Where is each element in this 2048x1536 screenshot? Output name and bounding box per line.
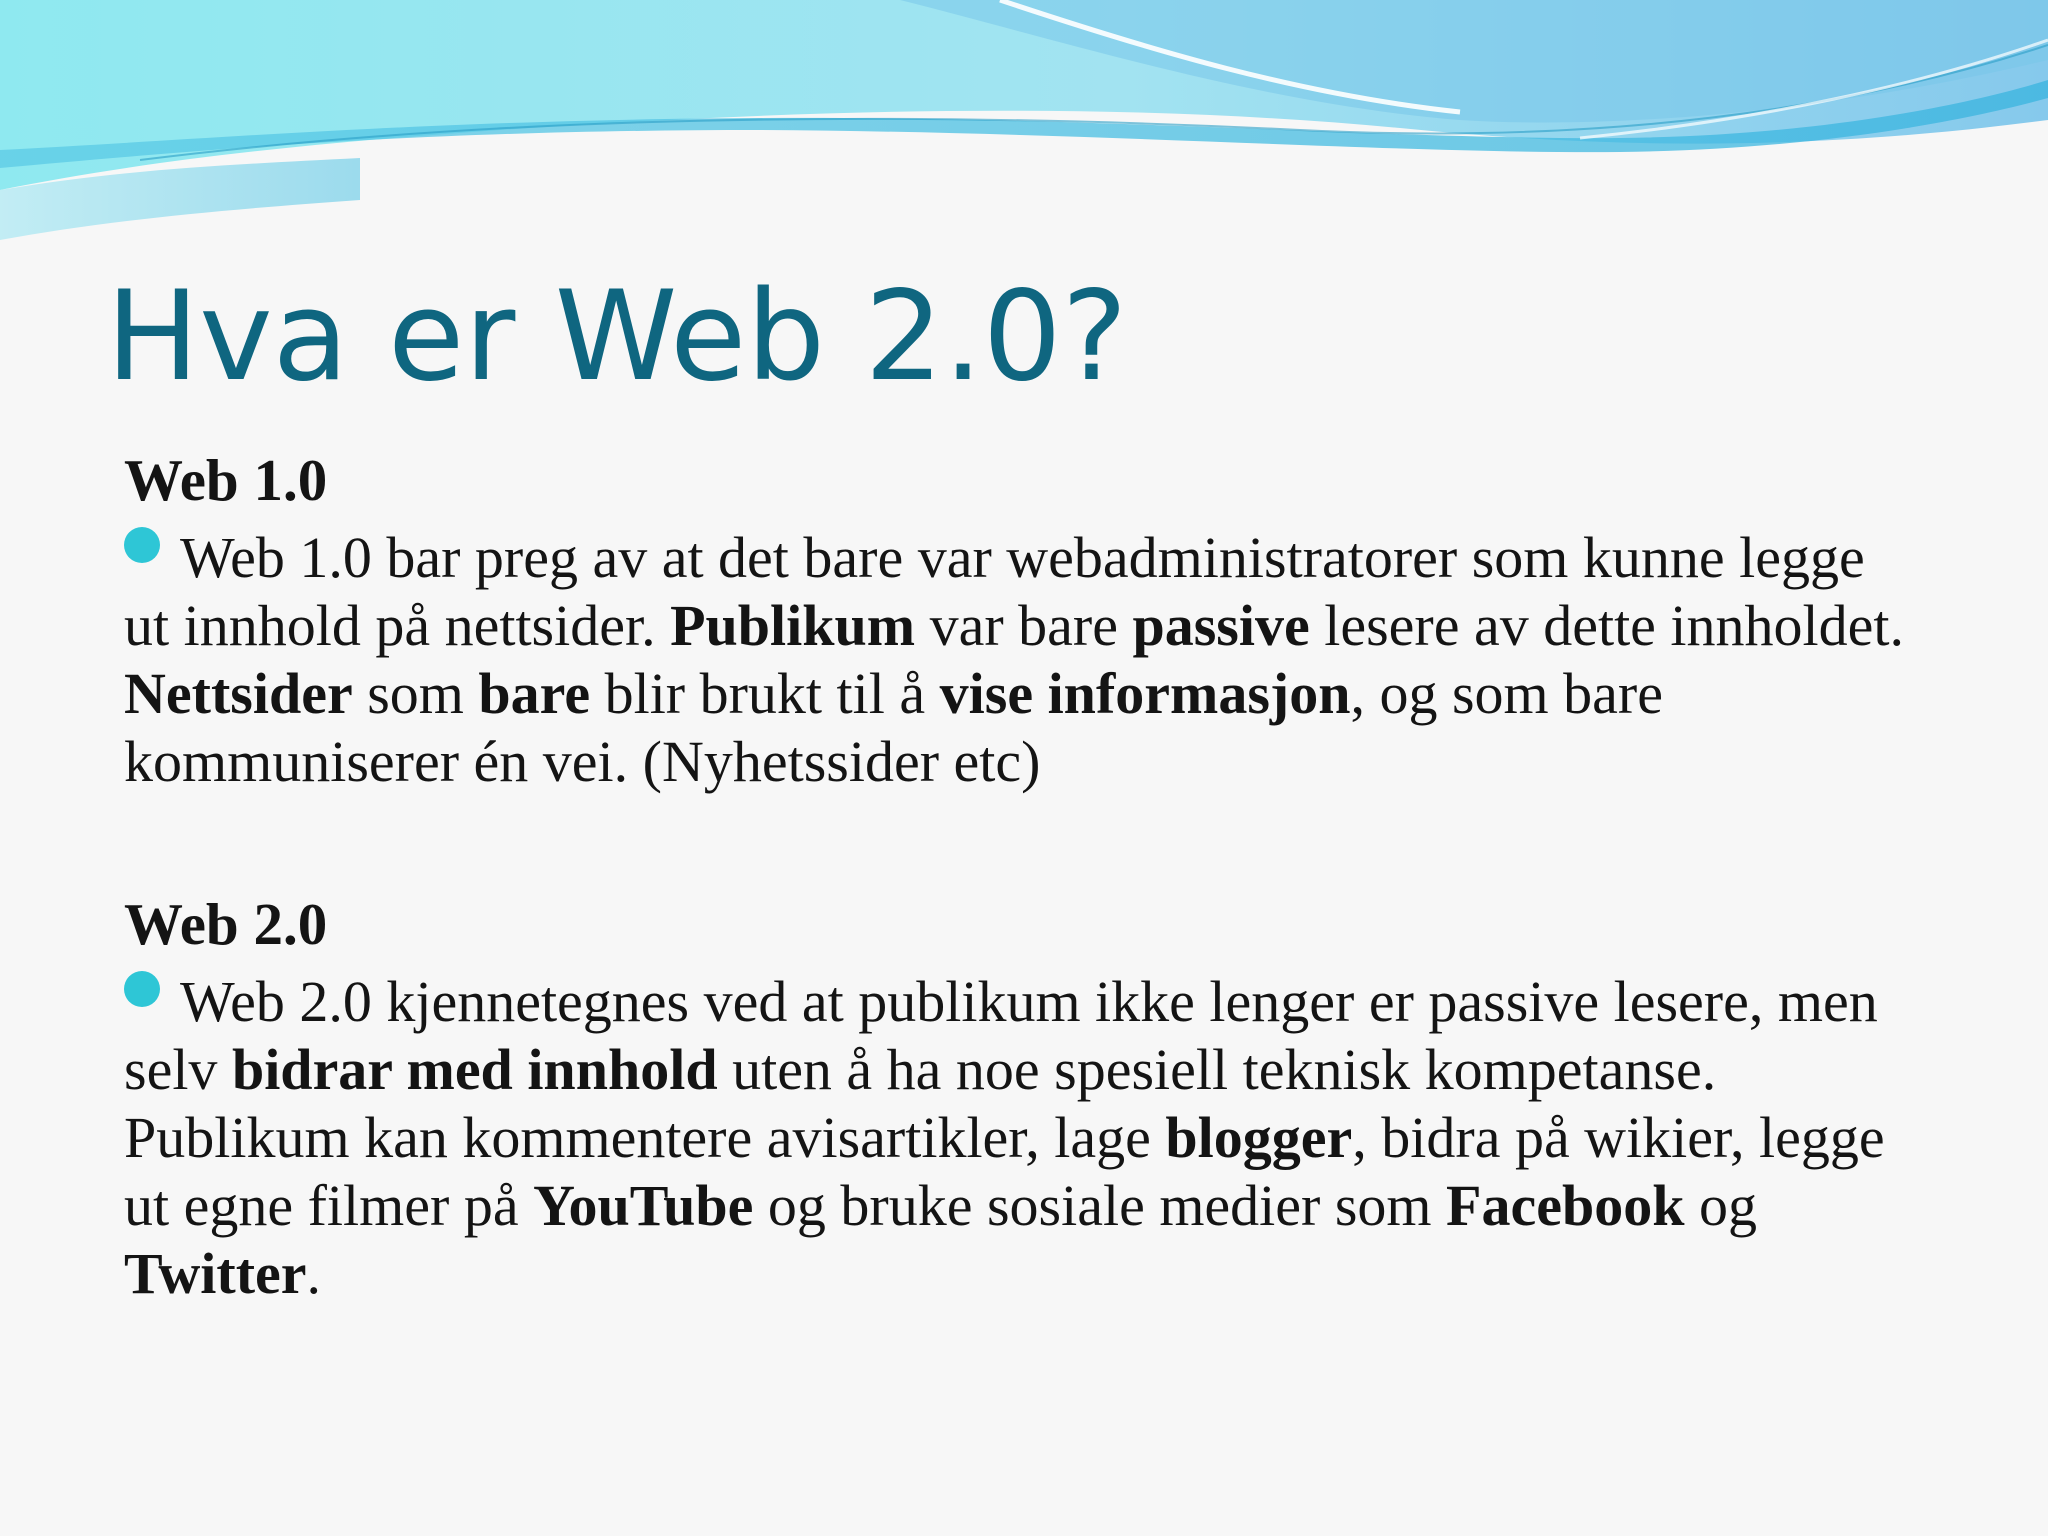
text-run: Web 2.0 kjennetegnes ved at publikum ikke lenger er passive lesere, men selv — [124, 969, 1878, 1102]
bullet-paragraph — [124, 524, 1924, 796]
bullet-text — [124, 969, 1885, 1306]
bold-text-run: YouTube — [533, 1173, 754, 1238]
bold-text-run: passive — [1132, 593, 1310, 658]
bold-text-run: blogger — [1165, 1105, 1353, 1170]
bold-text-run: vise informasjon — [939, 661, 1351, 726]
text-run: , og som bare kommuniserer én vei. (Nyhetssider etc) — [124, 661, 1663, 794]
text-run: var bare — [915, 593, 1133, 658]
bold-text-run: Facebook — [1446, 1173, 1685, 1238]
slide-title: Hva er Web 2.0? — [106, 265, 1128, 409]
bold-text-run: bare — [478, 661, 591, 726]
section-heading: Web 1.0 — [124, 447, 328, 513]
bold-text-run: bidrar med innhold — [231, 1037, 718, 1102]
text-run: , bidra på wikier, legge ut egne filmer på — [124, 1105, 1885, 1238]
text-run: og bruke sosiale medier som — [753, 1173, 1447, 1238]
text-run: og — [1684, 1173, 1757, 1238]
header-wave-decoration — [0, 0, 2048, 260]
text-run: . — [306, 1241, 321, 1306]
bold-text-run: Publikum — [670, 593, 916, 658]
section-heading: Web 2.0 — [124, 891, 328, 957]
text-run: uten å ha noe spesiell teknisk kompetanse. Publikum kan kommentere avisartikler, lage — [124, 1037, 1717, 1170]
bold-text-run: Nettsider — [124, 661, 353, 726]
text-run: blir brukt til å — [590, 661, 940, 726]
slide-body — [124, 440, 1924, 1308]
text-run: lesere av dette innholdet. — [1309, 593, 1905, 658]
dot-icon — [124, 971, 160, 1007]
text-run: som — [352, 661, 479, 726]
section-web-1 — [124, 440, 1924, 796]
bold-text-run: Twitter — [124, 1241, 307, 1306]
bullet-text — [124, 525, 1904, 794]
text-run: Web 1.0 bar preg av at det bare var webadministratorer som kunne legge ut innhold på nettsider. — [124, 525, 1865, 658]
section-spacer — [124, 796, 1924, 884]
bullet-paragraph — [124, 968, 1924, 1308]
dot-icon — [124, 527, 160, 563]
section-web-2 — [124, 884, 1924, 1308]
